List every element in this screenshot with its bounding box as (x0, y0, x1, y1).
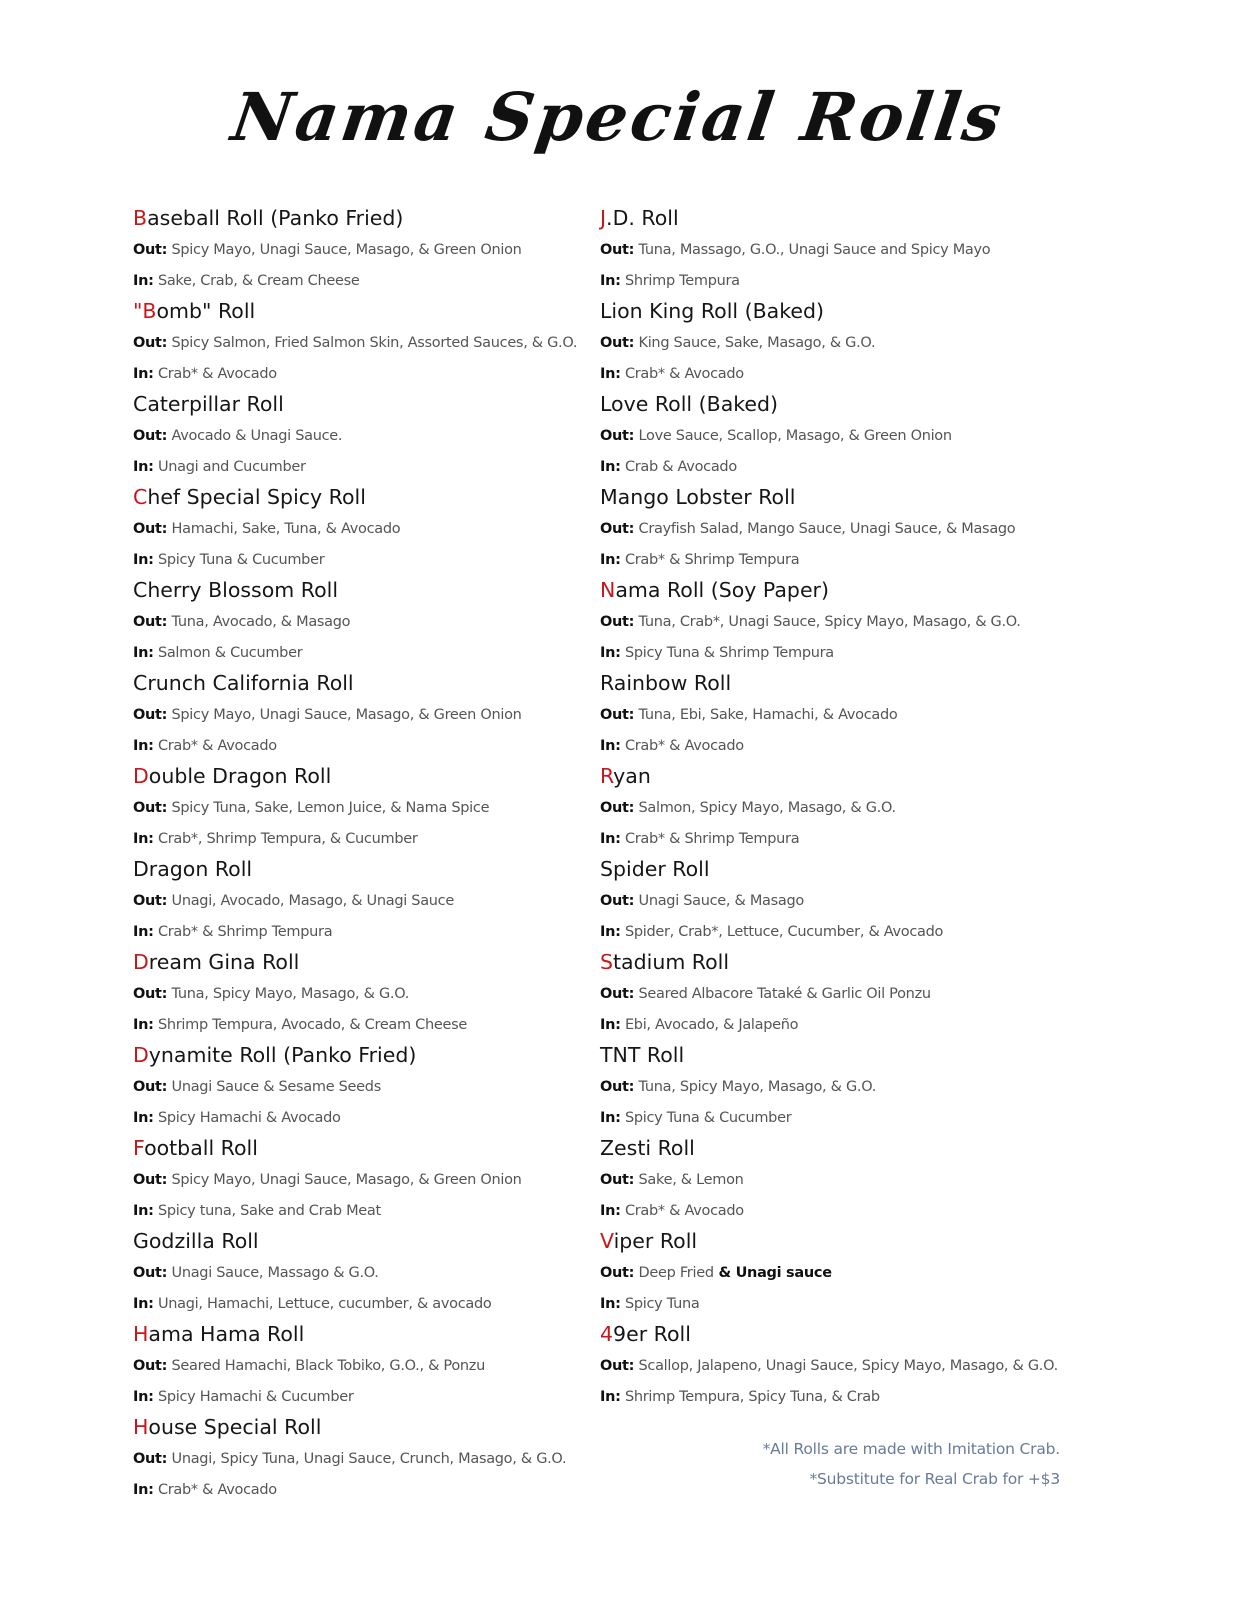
in-text: Crab* & Avocado (157, 1482, 277, 1498)
inside-ingredients (600, 829, 799, 849)
roll-name-rest: Godzilla Roll (133, 1229, 259, 1253)
roll-name (133, 669, 354, 697)
out-text: Spicy Salmon, Fried Salmon Skin, Assorted Sauces, & G.O. (171, 335, 578, 351)
menu-item (600, 855, 1070, 948)
in-text: Sake, Crab, & Cream Cheese (157, 273, 360, 289)
roll-name (600, 762, 651, 790)
roll-name-rest: aseball Roll (Panko Fried) (147, 206, 404, 230)
in-label: In: (600, 366, 621, 382)
roll-name (133, 1413, 321, 1441)
roll-name-rest: Love Roll (Baked) (600, 392, 779, 416)
inside-ingredients (600, 364, 744, 384)
roll-name (133, 297, 255, 325)
in-label: In: (600, 1389, 621, 1405)
in-text: Crab* & Shrimp Tempura (624, 831, 800, 847)
left-menu-column (133, 204, 603, 1506)
out-label: Out: (133, 893, 168, 909)
out-label: Out: (133, 1172, 168, 1188)
outside-ingredients (600, 240, 990, 260)
out-text: Unagi Sauce, & Masago (638, 893, 804, 909)
roll-name-rest: .D. Roll (606, 206, 679, 230)
roll-name-initial: "B (133, 299, 157, 323)
out-label: Out: (600, 428, 635, 444)
roll-name (600, 576, 829, 604)
outside-ingredients (600, 1170, 744, 1190)
roll-name (600, 855, 710, 883)
roll-name-initial: J (600, 206, 607, 230)
in-label: In: (133, 1296, 154, 1312)
out-label: Out: (133, 1265, 168, 1281)
outside-ingredients (133, 426, 342, 446)
inside-ingredients (133, 1108, 341, 1128)
in-text: Shrimp Tempura, Spicy Tuna, & Crab (624, 1389, 880, 1405)
outside-ingredients (133, 984, 409, 1004)
in-text: Crab* & Avocado (157, 738, 277, 754)
inside-ingredients (133, 1387, 354, 1407)
roll-name (600, 1227, 697, 1255)
out-text: Seared Albacore Tataké & Garlic Oil Ponzu (638, 986, 931, 1002)
out-label: Out: (600, 1172, 635, 1188)
in-text: Unagi, Hamachi, Lettuce, cucumber, & avocado (157, 1296, 492, 1312)
roll-name-rest: hef Special Spicy Roll (147, 485, 366, 509)
outside-ingredients (600, 519, 1015, 539)
out-text: Seared Hamachi, Black Tobiko, G.O., & Ponzu (171, 1358, 486, 1374)
outside-ingredients (600, 891, 804, 911)
in-label: In: (133, 552, 154, 568)
menu-item (600, 948, 1070, 1041)
in-text: Unagi and Cucumber (157, 459, 306, 475)
inside-ingredients (600, 457, 737, 477)
roll-name-rest: ouse Special Roll (148, 1415, 322, 1439)
inside-ingredients (600, 1294, 699, 1314)
out-label: Out: (133, 428, 168, 444)
in-label: In: (133, 366, 154, 382)
in-label: In: (133, 924, 154, 940)
roll-name-initial: R (600, 764, 614, 788)
outside-ingredients (133, 798, 489, 818)
inside-ingredients (133, 1015, 467, 1035)
roll-name (133, 855, 252, 883)
in-text: Shrimp Tempura, Avocado, & Cream Cheese (157, 1017, 467, 1033)
roll-name (600, 948, 729, 976)
out-label: Out: (133, 335, 168, 351)
roll-name-rest: ama Roll (Soy Paper) (615, 578, 829, 602)
out-text: Tuna, Massago, G.O., Unagi Sauce and Spicy Mayo (638, 242, 991, 258)
outside-ingredients (133, 1356, 485, 1376)
inside-ingredients (600, 643, 834, 663)
roll-name (133, 1134, 258, 1162)
in-label: In: (600, 645, 621, 661)
menu-item (600, 1041, 1070, 1134)
in-label: In: (600, 273, 621, 289)
in-label: In: (133, 645, 154, 661)
out-label: Out: (600, 242, 635, 258)
menu-item (133, 1227, 603, 1320)
out-text: Unagi Sauce & Sesame Seeds (171, 1079, 381, 1095)
menu-item (133, 1320, 603, 1413)
out-text: Avocado & Unagi Sauce. (171, 428, 343, 444)
out-text: Crayfish Salad, Mango Sauce, Unagi Sauce, & Masago (638, 521, 1016, 537)
roll-name (133, 390, 284, 418)
roll-name (600, 1134, 695, 1162)
outside-ingredients (600, 705, 897, 725)
inside-ingredients (133, 364, 277, 384)
inside-ingredients (600, 1387, 880, 1407)
out-label: Out: (600, 335, 635, 351)
in-text: Crab* & Avocado (624, 1203, 744, 1219)
in-text: Spicy Tuna & Shrimp Tempura (624, 645, 834, 661)
inside-ingredients (133, 829, 418, 849)
outside-ingredients (133, 333, 577, 353)
menu-item (133, 483, 603, 576)
roll-name-initial: S (600, 950, 614, 974)
inside-ingredients (133, 1201, 381, 1221)
out-text: Spicy Tuna, Sake, Lemon Juice, & Nama Spice (171, 800, 490, 816)
in-text: Spicy Hamachi & Avocado (157, 1110, 341, 1126)
out-label: Out: (133, 707, 168, 723)
roll-name-rest: ynamite Roll (Panko Fried) (148, 1043, 417, 1067)
in-text: Crab & Avocado (624, 459, 737, 475)
in-label: In: (133, 738, 154, 754)
out-text: Scallop, Jalapeno, Unagi Sauce, Spicy Mayo, Masago, & G.O. (638, 1358, 1058, 1374)
out-text-extra: & Unagi sauce (713, 1265, 832, 1281)
roll-name (600, 204, 679, 232)
roll-name (600, 390, 778, 418)
roll-name (133, 576, 338, 604)
inside-ingredients (133, 1294, 491, 1314)
in-text: Spider, Crab*, Lettuce, Cucumber, & Avocado (624, 924, 944, 940)
in-text: Salmon & Cucumber (157, 645, 303, 661)
roll-name-rest: yan (613, 764, 651, 788)
right-menu-column (600, 204, 1070, 1413)
inside-ingredients (133, 736, 277, 756)
in-label: In: (600, 1110, 621, 1126)
outside-ingredients (133, 1449, 566, 1469)
roll-name-rest: Spider Roll (600, 857, 710, 881)
out-label: Out: (600, 1079, 635, 1095)
out-label: Out: (600, 1358, 635, 1374)
in-text: Crab* & Avocado (624, 738, 744, 754)
in-label: In: (600, 552, 621, 568)
in-text: Crab* & Shrimp Tempura (624, 552, 800, 568)
roll-name-rest: Mango Lobster Roll (600, 485, 796, 509)
inside-ingredients (133, 457, 306, 477)
inside-ingredients (600, 1108, 791, 1128)
outside-ingredients (600, 798, 896, 818)
roll-name-rest: 9er Roll (613, 1322, 691, 1346)
in-label: In: (133, 1203, 154, 1219)
roll-name (133, 204, 403, 232)
menu-item (600, 576, 1070, 669)
menu-item (600, 390, 1070, 483)
menu-item (600, 297, 1070, 390)
out-label: Out: (600, 521, 635, 537)
roll-name-rest: TNT Roll (600, 1043, 685, 1067)
roll-name-initial: H (133, 1415, 149, 1439)
outside-ingredients (133, 519, 400, 539)
out-text: Unagi Sauce, Massago & G.O. (171, 1265, 379, 1281)
in-label: In: (600, 831, 621, 847)
outside-ingredients (600, 1263, 832, 1283)
menu-item (600, 483, 1070, 576)
inside-ingredients (600, 1015, 798, 1035)
menu-item (133, 669, 603, 762)
out-text: Tuna, Crab*, Unagi Sauce, Spicy Mayo, Masago, & G.O. (638, 614, 1021, 630)
outside-ingredients (600, 333, 875, 353)
outside-ingredients (600, 1356, 1058, 1376)
roll-name-rest: Crunch California Roll (133, 671, 354, 695)
outside-ingredients (133, 1170, 522, 1190)
in-label: In: (133, 459, 154, 475)
in-label: In: (600, 738, 621, 754)
in-text: Shrimp Tempura (624, 273, 740, 289)
roll-name (600, 483, 795, 511)
out-text: Tuna, Spicy Mayo, Masago, & G.O. (171, 986, 410, 1002)
out-text: Tuna, Ebi, Sake, Hamachi, & Avocado (638, 707, 898, 723)
roll-name-rest: omb" Roll (156, 299, 256, 323)
out-text: Unagi, Spicy Tuna, Unagi Sauce, Crunch, Masago, & G.O. (171, 1451, 567, 1467)
in-label: In: (133, 1482, 154, 1498)
roll-name (133, 1320, 304, 1348)
roll-name-rest: Caterpillar Roll (133, 392, 284, 416)
out-text: Sake, & Lemon (638, 1172, 744, 1188)
roll-name-initial: D (133, 764, 149, 788)
roll-name-initial: B (133, 206, 148, 230)
menu-item (133, 204, 603, 297)
in-text: Spicy Tuna (624, 1296, 700, 1312)
roll-name-rest: Rainbow Roll (600, 671, 732, 695)
outside-ingredients (600, 426, 952, 446)
menu-item (133, 1041, 603, 1134)
roll-name-initial: C (133, 485, 148, 509)
roll-name (600, 297, 824, 325)
out-text: King Sauce, Sake, Masago, & G.O. (638, 335, 876, 351)
roll-name-initial: D (133, 1043, 149, 1067)
out-text: Spicy Mayo, Unagi Sauce, Masago, & Green Onion (171, 707, 522, 723)
roll-name-rest: iper Roll (613, 1229, 698, 1253)
roll-name-rest: ream Gina Roll (148, 950, 300, 974)
out-text: Love Sauce, Scallop, Masago, & Green Onion (638, 428, 952, 444)
roll-name-initial: V (600, 1229, 614, 1253)
inside-ingredients (133, 922, 332, 942)
menu-item (133, 1134, 603, 1227)
out-label: Out: (600, 800, 635, 816)
in-label: In: (133, 273, 154, 289)
outside-ingredients (600, 1077, 876, 1097)
in-label: In: (600, 1296, 621, 1312)
out-label: Out: (600, 1265, 635, 1281)
roll-name-rest: ootball Roll (144, 1136, 258, 1160)
out-label: Out: (133, 1451, 168, 1467)
out-label: Out: (133, 242, 168, 258)
in-label: In: (600, 1017, 621, 1033)
roll-name-rest: Lion King Roll (Baked) (600, 299, 824, 323)
inside-ingredients (133, 643, 302, 663)
in-text: Ebi, Avocado, & Jalapeño (624, 1017, 799, 1033)
menu-item (600, 1227, 1070, 1320)
menu-item (600, 669, 1070, 762)
page-title: Nama Special Rolls (227, 78, 1009, 156)
roll-name (600, 1041, 684, 1069)
in-text: Crab* & Avocado (624, 366, 744, 382)
roll-name (133, 762, 331, 790)
out-label: Out: (600, 614, 635, 630)
out-text: Unagi, Avocado, Masago, & Unagi Sauce (171, 893, 454, 909)
menu-item (133, 948, 603, 1041)
out-label: Out: (600, 893, 635, 909)
inside-ingredients (133, 1480, 277, 1500)
menu-item (600, 204, 1070, 297)
outside-ingredients (133, 891, 454, 911)
in-text: Spicy Tuna & Cucumber (624, 1110, 792, 1126)
in-label: In: (600, 924, 621, 940)
outside-ingredients (133, 1263, 379, 1283)
outside-ingredients (133, 612, 350, 632)
in-label: In: (133, 1017, 154, 1033)
menu-item (600, 1320, 1070, 1413)
roll-name (133, 483, 366, 511)
out-text: Tuna, Spicy Mayo, Masago, & G.O. (638, 1079, 877, 1095)
footnote-imitation-crab: *All Rolls are made with Imitation Crab. (762, 1440, 1060, 1458)
in-text: Crab*, Shrimp Tempura, & Cucumber (157, 831, 418, 847)
menu-item (133, 1413, 603, 1506)
inside-ingredients (600, 1201, 744, 1221)
outside-ingredients (133, 705, 522, 725)
roll-name-rest: Cherry Blossom Roll (133, 578, 339, 602)
roll-name-initial: 4 (600, 1322, 614, 1346)
menu-item (133, 297, 603, 390)
roll-name (133, 948, 299, 976)
roll-name-rest: Zesti Roll (600, 1136, 695, 1160)
roll-name-rest: Dragon Roll (133, 857, 253, 881)
menu-item (133, 390, 603, 483)
roll-name-initial: N (600, 578, 616, 602)
menu-item (133, 576, 603, 669)
menu-item (133, 762, 603, 855)
roll-name-initial: H (133, 1322, 149, 1346)
in-text: Crab* & Shrimp Tempura (157, 924, 333, 940)
roll-name (133, 1041, 416, 1069)
out-label: Out: (133, 614, 168, 630)
outside-ingredients (133, 240, 522, 260)
in-label: In: (133, 1389, 154, 1405)
out-text: Deep Fried (638, 1265, 714, 1281)
roll-name-rest: ouble Dragon Roll (148, 764, 332, 788)
inside-ingredients (600, 271, 740, 291)
inside-ingredients (600, 736, 744, 756)
out-label: Out: (133, 986, 168, 1002)
out-text: Hamachi, Sake, Tuna, & Avocado (171, 521, 401, 537)
roll-name (600, 1320, 691, 1348)
out-text: Salmon, Spicy Mayo, Masago, & G.O. (638, 800, 896, 816)
in-text: Spicy Tuna & Cucumber (157, 552, 325, 568)
in-label: In: (133, 831, 154, 847)
roll-name (600, 669, 731, 697)
in-label: In: (600, 1203, 621, 1219)
roll-name (133, 1227, 259, 1255)
roll-name-initial: F (133, 1136, 145, 1160)
inside-ingredients (133, 271, 360, 291)
outside-ingredients (600, 984, 931, 1004)
inside-ingredients (600, 922, 943, 942)
roll-name-rest: tadium Roll (613, 950, 730, 974)
menu-item (133, 855, 603, 948)
menu-item (600, 762, 1070, 855)
out-label: Out: (600, 707, 635, 723)
out-text: Spicy Mayo, Unagi Sauce, Masago, & Green Onion (171, 242, 522, 258)
out-text: Spicy Mayo, Unagi Sauce, Masago, & Green Onion (171, 1172, 522, 1188)
out-label: Out: (133, 1079, 168, 1095)
menu-item (600, 1134, 1070, 1227)
inside-ingredients (133, 550, 324, 570)
outside-ingredients (133, 1077, 381, 1097)
inside-ingredients (600, 550, 799, 570)
in-text: Spicy tuna, Sake and Crab Meat (157, 1203, 381, 1219)
in-text: Crab* & Avocado (157, 366, 277, 382)
out-label: Out: (600, 986, 635, 1002)
roll-name-initial: D (133, 950, 149, 974)
outside-ingredients (600, 612, 1021, 632)
out-label: Out: (133, 1358, 168, 1374)
out-label: Out: (133, 521, 168, 537)
out-text: Tuna, Avocado, & Masago (171, 614, 351, 630)
in-label: In: (133, 1110, 154, 1126)
in-label: In: (600, 459, 621, 475)
in-text: Spicy Hamachi & Cucumber (157, 1389, 354, 1405)
footnote-real-crab: *Substitute for Real Crab for +$3 (809, 1470, 1060, 1488)
out-label: Out: (133, 800, 168, 816)
roll-name-rest: ama Hama Roll (148, 1322, 305, 1346)
